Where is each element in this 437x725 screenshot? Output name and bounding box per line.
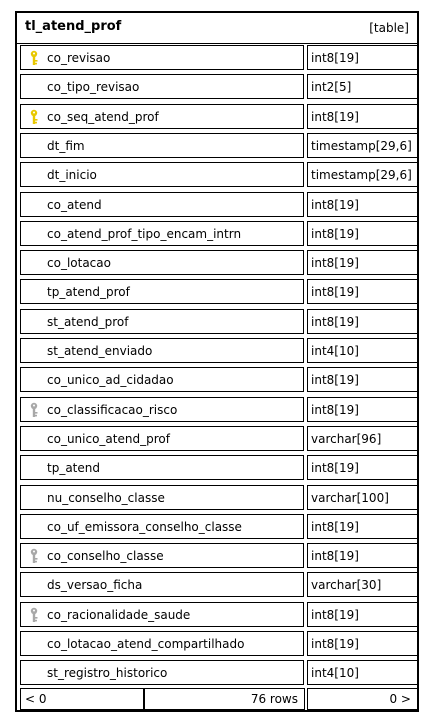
column-row[interactable] <box>17 600 417 629</box>
column-type: int8[19] <box>311 461 359 476</box>
foreign-key-icon <box>29 402 39 418</box>
column-type: int8[19] <box>311 373 359 388</box>
column-type: int8[19] <box>311 637 359 651</box>
column-row[interactable] <box>17 307 417 336</box>
column-name: co_unico_atend_prof <box>47 431 170 446</box>
column-name: tp_atend <box>47 461 100 476</box>
column-type-cell <box>307 660 418 685</box>
column-type: int8[19] <box>311 109 359 124</box>
column-type-cell <box>307 543 418 568</box>
column-row[interactable] <box>17 219 417 248</box>
table-name[interactable]: tl_atend_prof <box>25 19 122 34</box>
column-name: tp_atend_prof <box>47 285 130 300</box>
column-row[interactable] <box>17 483 417 512</box>
column-name: co_lotacao <box>47 256 111 271</box>
column-name: co_uf_emissora_conselho_classe <box>47 519 242 534</box>
column-name: nu_conselho_classe <box>47 490 165 505</box>
column-name-cell <box>20 572 304 597</box>
column-type-cell <box>307 455 418 480</box>
column-name: ds_versao_ficha <box>47 578 143 593</box>
column-name-cell <box>20 455 304 480</box>
column-row[interactable] <box>17 43 417 72</box>
column-name-cell <box>20 338 304 363</box>
column-type-cell <box>307 514 418 539</box>
table-header <box>17 13 417 44</box>
column-name: dt_inicio <box>47 168 97 183</box>
column-type-cell <box>307 602 418 627</box>
column-type: int8[19] <box>311 51 359 65</box>
column-type-cell <box>307 221 418 246</box>
column-row[interactable] <box>17 365 417 394</box>
column-name-cell <box>20 660 304 685</box>
column-name-cell <box>20 74 304 99</box>
column-type: int8[19] <box>311 549 359 564</box>
column-type: varchar[96] <box>311 431 382 446</box>
column-row[interactable] <box>17 131 417 160</box>
scroll-left-label: < 0 <box>25 692 47 706</box>
primary-key-icon <box>29 50 39 66</box>
column-name-cell <box>20 514 304 539</box>
column-name-cell <box>20 162 304 187</box>
column-name: co_revisao <box>47 51 111 65</box>
column-name: co_atend <box>47 197 102 212</box>
column-type-cell <box>307 485 418 510</box>
column-type-cell <box>307 104 418 129</box>
column-type: varchar[30] <box>311 578 382 593</box>
column-type: int8[19] <box>311 607 359 622</box>
column-type: int8[19] <box>311 226 359 241</box>
column-type: timestamp[29,6] <box>311 168 412 183</box>
scroll-right-label: 0 > <box>389 692 411 706</box>
column-type: int4[10] <box>311 666 359 681</box>
column-name-cell <box>20 279 304 304</box>
column-type-cell <box>307 367 418 392</box>
column-name-cell <box>20 192 304 217</box>
primary-key-icon <box>29 109 39 125</box>
column-type-cell <box>307 162 418 187</box>
column-name: co_lotacao_atend_compartilhado <box>47 637 245 651</box>
column-row[interactable] <box>17 336 417 365</box>
column-name-cell <box>20 367 304 392</box>
column-name-cell <box>20 309 304 334</box>
column-type: int8[19] <box>311 256 359 271</box>
column-type-cell <box>307 631 418 656</box>
column-row[interactable] <box>17 629 417 658</box>
column-type-cell <box>307 74 418 99</box>
column-type: int8[19] <box>311 314 359 329</box>
row-count-cell <box>144 688 305 710</box>
column-name-cell <box>20 250 304 275</box>
table-box <box>15 11 419 712</box>
column-row[interactable] <box>17 190 417 219</box>
column-name: st_atend_prof <box>47 314 129 329</box>
column-name: co_seq_atend_prof <box>47 109 159 124</box>
column-type: int4[10] <box>311 344 359 358</box>
column-name: st_registro_historico <box>47 666 168 681</box>
column-type-cell <box>307 133 418 158</box>
column-type: int8[19] <box>311 402 359 417</box>
column-name-cell <box>20 426 304 451</box>
column-row[interactable] <box>17 395 417 424</box>
table-footer <box>17 688 417 710</box>
column-name-cell <box>20 133 304 158</box>
column-name: co_racionalidade_saude <box>47 607 191 622</box>
column-name: co_unico_ad_cidadao <box>47 373 174 388</box>
column-name: co_tipo_revisao <box>47 80 140 95</box>
column-type-cell <box>307 397 418 422</box>
column-type: int8[19] <box>311 197 359 212</box>
column-type: varchar[100] <box>311 490 389 505</box>
column-name-cell <box>20 104 304 129</box>
column-row[interactable] <box>17 570 417 599</box>
column-row[interactable] <box>17 541 417 570</box>
column-row[interactable] <box>17 424 417 453</box>
column-type: int2[5] <box>311 80 352 95</box>
column-name: st_atend_enviado <box>47 344 153 358</box>
column-row[interactable] <box>17 160 417 189</box>
column-type-cell <box>307 250 418 275</box>
column-row[interactable] <box>17 248 417 277</box>
column-name: dt_fim <box>47 138 85 153</box>
column-row[interactable] <box>17 277 417 306</box>
scroll-left-button[interactable] <box>20 688 144 710</box>
column-type: int8[19] <box>311 285 359 300</box>
column-name: co_conselho_classe <box>47 549 164 564</box>
column-type: int8[19] <box>311 519 359 534</box>
foreign-key-icon <box>29 548 39 564</box>
foreign-key-icon <box>29 607 39 623</box>
column-name-cell <box>20 45 304 70</box>
column-name: co_classificacao_risco <box>47 402 178 417</box>
column-name-cell <box>20 485 304 510</box>
column-name: co_atend_prof_tipo_encam_intrn <box>47 226 242 241</box>
column-name-cell <box>20 397 304 422</box>
column-name-cell <box>20 543 304 568</box>
column-row[interactable] <box>17 512 417 541</box>
column-type: timestamp[29,6] <box>311 138 412 153</box>
column-row[interactable] <box>17 453 417 482</box>
column-name-cell <box>20 602 304 627</box>
column-row[interactable] <box>17 72 417 101</box>
column-name-cell <box>20 221 304 246</box>
column-type-cell <box>307 279 418 304</box>
column-type-cell <box>307 45 418 70</box>
table-type-label: [table] <box>369 21 409 35</box>
column-row[interactable] <box>17 658 417 687</box>
column-type-cell <box>307 338 418 363</box>
column-type-cell <box>307 309 418 334</box>
column-row[interactable] <box>17 102 417 131</box>
column-type-cell <box>307 426 418 451</box>
column-type-cell <box>307 572 418 597</box>
column-name-cell <box>20 631 304 656</box>
scroll-right-button[interactable] <box>307 688 418 710</box>
row-count: 76 rows <box>250 692 298 706</box>
column-type-cell <box>307 192 418 217</box>
